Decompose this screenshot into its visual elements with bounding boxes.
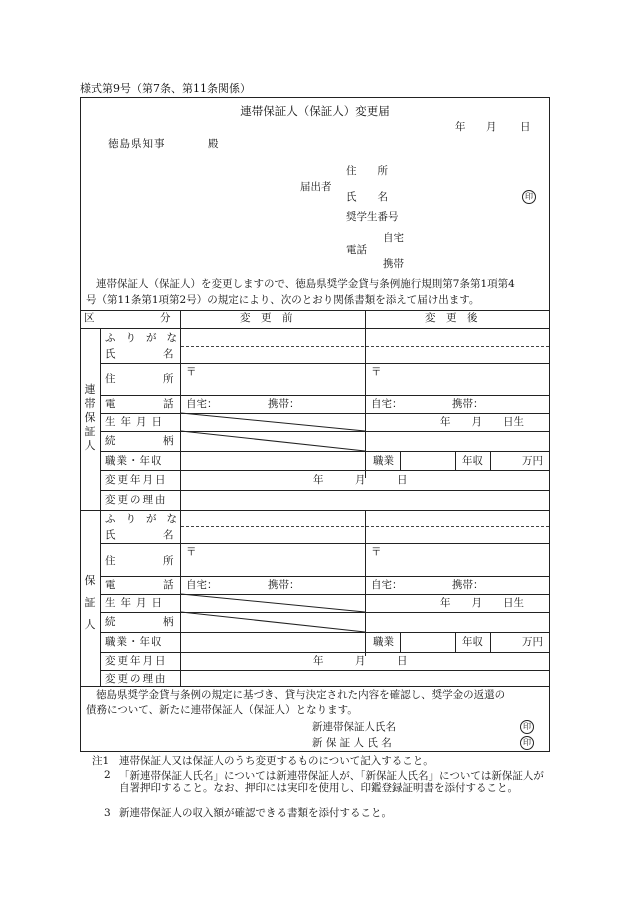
seal-mark: 印 bbox=[522, 190, 536, 204]
honorific: 殿 bbox=[208, 138, 219, 150]
row-phone-2a: 電 bbox=[105, 579, 116, 591]
row-relation-2a: 続 bbox=[105, 616, 116, 628]
date-day: 日 bbox=[520, 121, 531, 133]
row-relation-2b: 柄 bbox=[163, 616, 174, 628]
strike-diagonal-1 bbox=[181, 413, 365, 451]
row-relation-1b: 柄 bbox=[163, 435, 174, 447]
phone-mobile-after-2: 携帯： bbox=[452, 579, 484, 591]
row-name-2a: 氏 bbox=[105, 529, 116, 541]
row-change-date-2: 変更年月日 bbox=[105, 655, 168, 667]
row-name-1a: 氏 bbox=[105, 348, 116, 360]
postal-before-2: 〒 bbox=[186, 546, 197, 558]
row-address-1b: 所 bbox=[163, 373, 174, 385]
form-title: 連帯保証人（保証人）変更届 bbox=[240, 104, 390, 118]
phone-home-after-1: 自宅： bbox=[371, 398, 403, 410]
applicant-name-label: 氏 名 bbox=[346, 191, 388, 203]
row-phone-1b: 話 bbox=[163, 398, 174, 410]
row-phone-1a: 電 bbox=[105, 398, 116, 410]
row-address-2b: 所 bbox=[163, 555, 174, 567]
new-joint-guarantor-label: 新連帯保証人氏名 bbox=[312, 721, 396, 733]
seal-mark-joint: 印 bbox=[520, 720, 534, 734]
change-date-value-1: 年 月 日 bbox=[313, 474, 408, 486]
row-change-reason-2: 変更の理由 bbox=[105, 673, 168, 685]
date-year: 年 bbox=[455, 121, 466, 133]
change-date-value-2: 年 月 日 bbox=[313, 655, 408, 667]
yen-after-1: 万円 bbox=[522, 455, 543, 467]
phone-mobile-label: 携帯 bbox=[383, 258, 404, 270]
phone-mobile-before-1: 携帯： bbox=[268, 398, 300, 410]
postal-after-2: 〒 bbox=[371, 546, 382, 558]
row-phone-2b: 話 bbox=[163, 579, 174, 591]
header-category-2: 分 bbox=[160, 312, 171, 324]
header-after: 変 更 後 bbox=[425, 312, 478, 324]
phone-label: 電話 bbox=[346, 244, 367, 256]
phone-mobile-after-1: 携帯： bbox=[452, 398, 484, 410]
note-2-text: 「新連帯保証人氏名」については新連帯保証人が、「新保証人氏名」については新保証人が自署押印すること。なお、押印には実印を使用し、印鑑登録証明書を添付すること。 bbox=[119, 770, 544, 794]
form-id: 様式第9号（第7条、第11条関係） bbox=[80, 82, 251, 95]
row-birth-1: 生年月日 bbox=[105, 416, 167, 428]
section-label-joint-guarantor: 連 帯 保 証 人 bbox=[84, 383, 96, 452]
header-before: 変 更 前 bbox=[240, 312, 293, 324]
row-job-2: 職業・年収 bbox=[105, 636, 163, 648]
seal-mark-guarantor: 印 bbox=[520, 736, 534, 750]
applicant-address-label: 住 所 bbox=[346, 165, 388, 177]
row-address-2a: 住 bbox=[105, 555, 116, 567]
phone-home-before-2: 自宅： bbox=[186, 579, 218, 591]
statement-line-2: 号（第11条第1項第2号）の規定により、次のとおり関係書類を添えて届け出ます。 bbox=[86, 294, 480, 306]
row-name-2b: 名 bbox=[163, 529, 174, 541]
postal-after-1: 〒 bbox=[371, 366, 382, 378]
header-category-1: 区 bbox=[84, 312, 95, 324]
phone-home-before-1: 自宅： bbox=[186, 398, 218, 410]
yen-after-2: 万円 bbox=[522, 636, 543, 648]
row-birth-2: 生年月日 bbox=[105, 597, 167, 609]
row-furigana-2: ふりがな bbox=[105, 513, 187, 525]
addressee: 徳島県知事 bbox=[108, 138, 166, 150]
income-after-2: 年収 bbox=[462, 636, 483, 648]
consent-line-2: 債務について、新たに連帯保証人（保証人）となります。 bbox=[86, 704, 358, 716]
row-change-date-1: 変更年月日 bbox=[105, 474, 168, 486]
new-guarantor-label: 新 保 証 人 氏 名 bbox=[312, 737, 392, 749]
row-job-1: 職業・年収 bbox=[105, 455, 163, 467]
postal-before-1: 〒 bbox=[186, 366, 197, 378]
row-furigana-1: ふりがな bbox=[105, 332, 187, 344]
note-3-text: 新連帯保証人の収入額が確認できる書類を添付すること。 bbox=[119, 807, 392, 819]
section-label-guarantor: 保 証 人 bbox=[84, 574, 96, 631]
note-3-num: 3 bbox=[104, 807, 111, 819]
applicant-label: 届出者 bbox=[300, 181, 332, 193]
phone-home-after-2: 自宅： bbox=[371, 579, 403, 591]
row-change-reason-1: 変更の理由 bbox=[105, 494, 168, 506]
row-relation-1a: 続 bbox=[105, 435, 116, 447]
row-address-1a: 住 bbox=[105, 373, 116, 385]
note-1-num: 注1 bbox=[92, 755, 110, 767]
row-name-1b: 名 bbox=[163, 348, 174, 360]
statement-line-1: 連帯保証人（保証人）を変更しますので、徳島県奨学金貸与条例施行規則第7条第1項第4 bbox=[96, 278, 515, 290]
job-after-1: 職業 bbox=[373, 455, 394, 467]
strike-diagonal-2 bbox=[181, 594, 365, 632]
birth-after-2: 年 月 日生 bbox=[440, 597, 524, 609]
income-after-1: 年収 bbox=[462, 455, 483, 467]
birth-after-1: 年 月 日生 bbox=[440, 416, 524, 428]
date-month: 月 bbox=[486, 121, 497, 133]
phone-home-label: 自宅 bbox=[383, 232, 404, 244]
consent-line-1: 徳島県奨学金貸与条例の規定に基づき、貸与決定された内容を確認し、奨学金の返還の bbox=[96, 689, 506, 701]
job-after-2: 職業 bbox=[373, 636, 394, 648]
note-1-text: 連帯保証人又は保証人のうち変更するものについて記入すること。 bbox=[119, 755, 434, 767]
phone-mobile-before-2: 携帯： bbox=[268, 579, 300, 591]
student-number-label: 奨学生番号 bbox=[346, 211, 399, 223]
note-2-num: 2 bbox=[104, 769, 111, 781]
